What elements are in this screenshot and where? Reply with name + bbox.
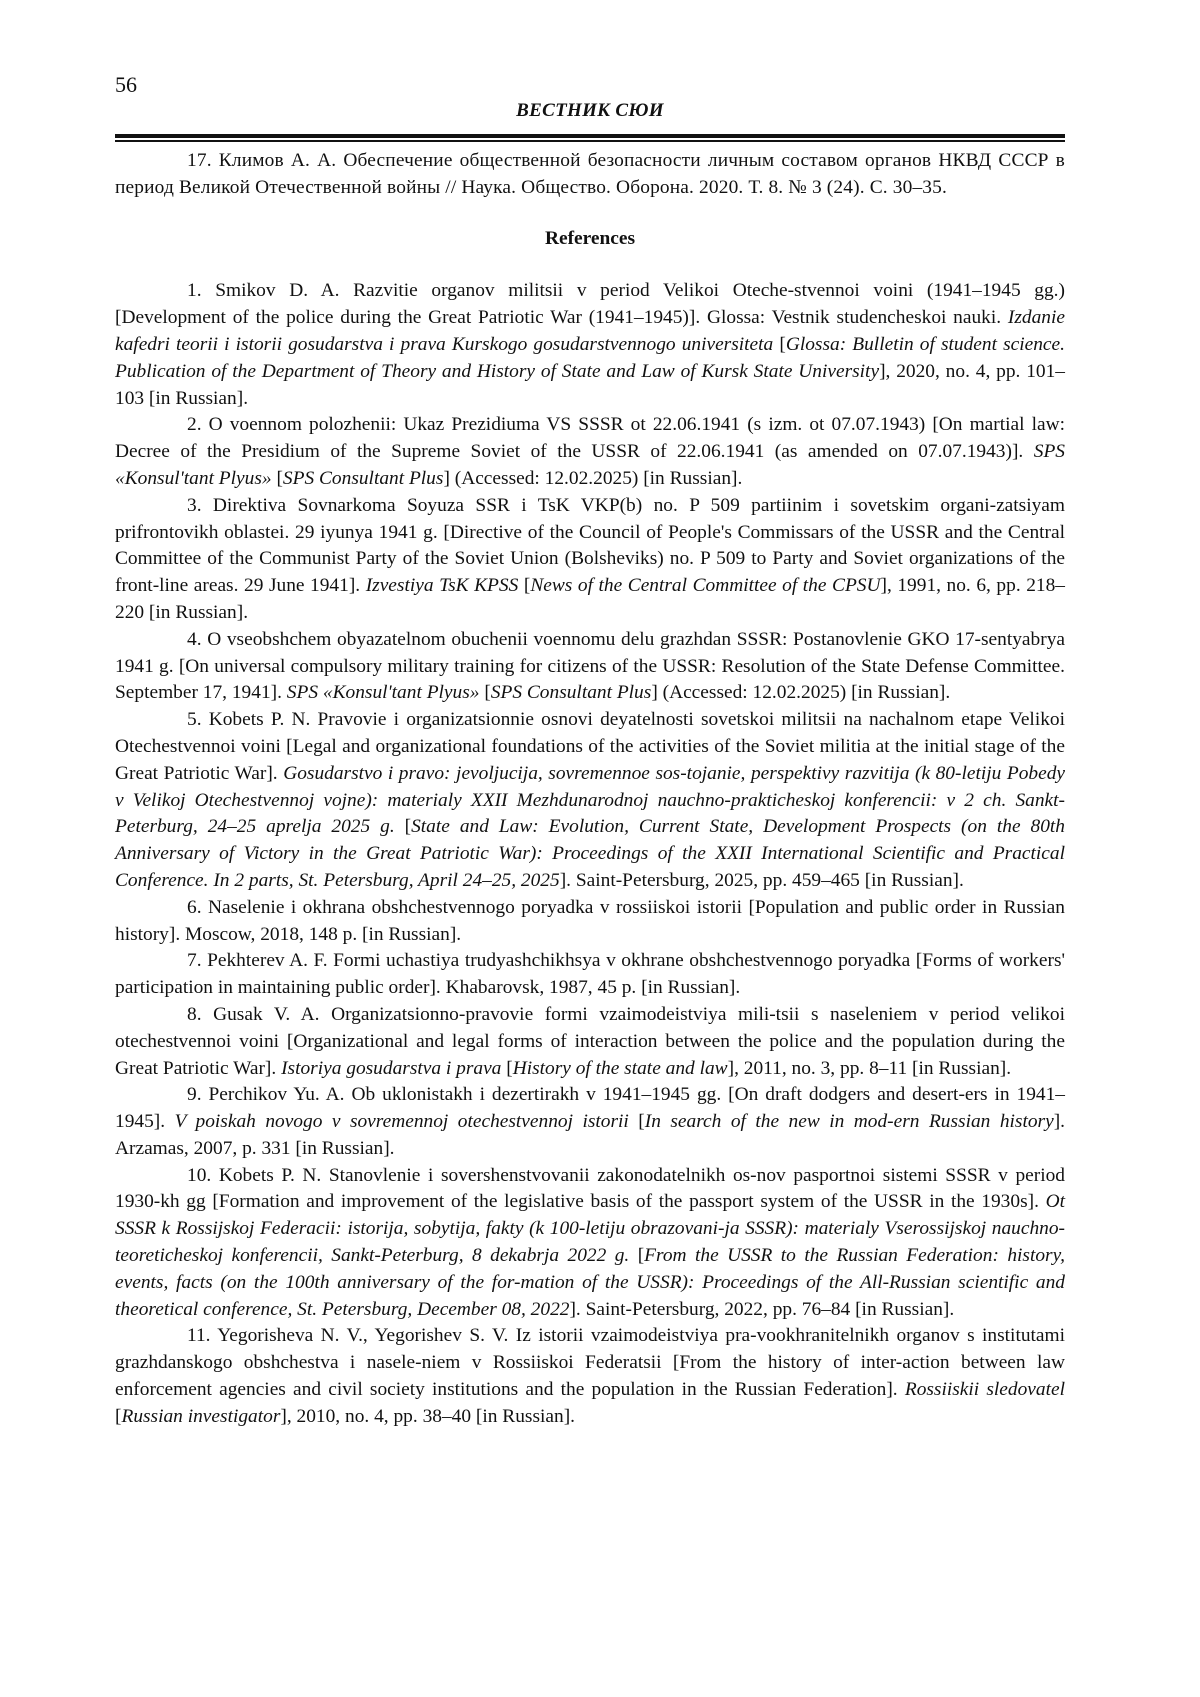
reference-italic-title: Ot SSSR k Rossijskoj Federacii: istorija, sobytija, fakty (k 100-letiju obrazovani-ja SSSR): materialy Vserossijskoj nauchno-teoreticheskoj konferencii, Sankt-Peterburg, 8 dekabrja 2022 g. [115, 1191, 1065, 1266]
reference-text: 4. O vseobshchem obyazatelnom obuchenii voennomu delu grazhdan SSSR: Postanovlenie GKO 17-sentyabrya 1941 g. [On universal compulsory military training for citizens of the USSR: Resolution of the State Defense Committee. September 17, 1941]. [115, 629, 1065, 704]
reference-italic-title: From the USSR to the Russian Federation: history, events, facts (on the 100th anniversary of the for-mation of the USSR): Proceedings of the All-Russian scientific and theoretical conference, St. Petersburg, December 08, 2022 [115, 1245, 1065, 1320]
reference-text: 11. Yegorisheva N. V., Yegorishev S. V. Iz istorii vzaimodeistviya pra-vookhranitelnikh organov s institutami grazhdanskogo obshchestva i nasele-niem v Rossiiskoi Federatsii [From the history of inter-action between law enforcement agencies and civil society institutions and the population in the Russian Federation]. [115, 1325, 1065, 1400]
reference-text: [ [115, 1406, 121, 1427]
reference-item [115, 895, 1065, 949]
reference-item [115, 1082, 1065, 1162]
reference-text: ]. Saint-Petersburg, 2022, pp. 76–84 [in Russian]. [569, 1299, 954, 1320]
page-number: 56 [115, 72, 137, 98]
reference-text: 5. Kobets P. N. Pravovie i organizatsionnie osnovi deyatelnosti sovetskoi militsii na nachalnom etape Velikoi Otechestvennoi voini [Legal and organizational foundations of the activities of the Soviet militia at the initial stage of the Great Patriotic War]. [115, 709, 1065, 784]
reference-italic-title: Russian investigator [121, 1406, 280, 1427]
reference-item [115, 1163, 1065, 1324]
reference-text: [ [501, 1058, 512, 1079]
reference-text: 7. Pekhterev A. F. Formi uchastiya trudyashchikhsya v okhrane obshchestvennogo poryadka [Forms of workers' participation in maintaining public order]. Khabarovsk, 1987, 45 p. [in Russian]. [115, 950, 1065, 998]
reference-italic-title: Gosudarstvo i pravo: jevoljucija, sovremennoe sos-tojanie, perspektivy razvitija (k 80-letiju Pobedy v Velikoj Otechestvennoj vojne): materialy XXII Mezhdunarodnoj nauchno-prakticheskoj konferencii: v 2 ch. Sankt-Peterburg, 24–25 aprelja 2025 g. [115, 763, 1065, 838]
reference-text: ]. Saint-Petersburg, 2025, pp. 459–465 [in Russian]. [560, 870, 964, 891]
reference-italic-title: V poiskah novogo v sovremennoj otechestvennoj istorii [175, 1111, 629, 1132]
reference-item [115, 1002, 1065, 1082]
reference-item [115, 278, 1065, 412]
reference-text: 2. O voennom polozhenii: Ukaz Prezidiuma VS SSSR ot 22.06.1941 (s izm. ot 07.07.1943) [On martial law: Decree of the Presidium of the Supreme Soviet of the USSR of 22.06.1941 (as amended on 07.07.1943)]. [115, 414, 1065, 462]
journal-page [0, 0, 1200, 1697]
reference-text: [ [629, 1111, 645, 1132]
reference-italic-title: In search of the new in mod-ern Russian history [645, 1111, 1054, 1132]
references-list [115, 278, 1065, 1430]
reference-text: ]. Arzamas, 2007, p. 331 [in Russian]. [115, 1111, 1065, 1159]
reference-text: 10. Kobets P. N. Stanovlenie i sovershenstvovanii zakonodatelnikh os-nov pasportnoi sistemi SSSR v period 1930-kh gg [Formation and improvement of the legislative basis of the passport system of the USSR in the 1930s]. [115, 1165, 1065, 1213]
reference-italic-title: History of the state and law [513, 1058, 728, 1079]
reference-italic-title: SPS Consultant Plus [283, 468, 444, 489]
reference-ru-17: 17. Климов А. А. Обеспечение общественной безопасности личным составом органов НКВД СССР в период Великой Отечественной войны // Наука. Общество. Оборона. 2020. Т. 8. № 3 (24). С. 30–35. [115, 148, 1065, 202]
reference-italic-title: Istoriya gosudarstva i prava [281, 1058, 501, 1079]
reference-item [115, 412, 1065, 492]
reference-italic-title: Izvestiya TsK KPSS [366, 575, 519, 596]
reference-italic-title: SPS «Konsul'tant Plyus» [287, 682, 480, 703]
reference-italic-title: SPS Consultant Plus [491, 682, 652, 703]
reference-text: 1. Smikov D. A. Razvitie organov militsii v period Velikoi Oteche-stvennoi voini (1941–1945 gg.) [Development of the police during the Great Patriotic War (1941–1945)]. Glossa: Vestnik studencheskoi nauki. [115, 280, 1065, 328]
reference-text: [ [629, 1245, 644, 1266]
reference-text: ] (Accessed: 12.02.2025) [in Russian]. [651, 682, 950, 703]
reference-text: ], 2011, no. 3, pp. 8–11 [in Russian]. [728, 1058, 1011, 1079]
reference-text: [ [773, 334, 786, 355]
journal-title: ВЕСТНИК СЮИ [115, 100, 1065, 122]
references-heading: References [115, 226, 1065, 253]
reference-italic-title: SPS «Konsul'tant Plyus» [115, 441, 1065, 489]
reference-text: ], 2020, no. 4, pp. 101–103 [in Russian]. [115, 361, 1065, 409]
reference-text: [ [272, 468, 283, 489]
reference-text: 6. Naselenie i okhrana obshchestvennogo poryadka v rossiiskoi istorii [Population and public order in Russian history]. Moscow, 2018, 148 p. [in Russian]. [115, 897, 1065, 945]
header-rule-thick [115, 134, 1065, 138]
reference-italic-title: State and Law: Evolution, Current State, Development Prospects (on the 80th Anniversary of Victory in the Great Patriotic War): Proceedings of the XXII International Scientific and Practical Conference. In 2 parts, St. Petersburg, April 24–25, 2025 [115, 816, 1065, 891]
reference-italic-title: News of the Central Committee of the CPSU [530, 575, 880, 596]
reference-item [115, 493, 1065, 627]
reference-item [115, 948, 1065, 1002]
page-content [115, 148, 1065, 1431]
header-rule-thin [115, 140, 1065, 142]
reference-item [115, 1323, 1065, 1430]
reference-text: ] (Accessed: 12.02.2025) [in Russian]. [443, 468, 742, 489]
reference-italic-title: Izdanie kafedri teorii i istorii gosudarstva i prava Kurskogo gosudarstvennogo universiteta [115, 307, 1065, 355]
reference-italic-title: Glossa: Bulletin of student science. Publication of the Department of Theory and History of State and Law of Kursk State University [115, 334, 1065, 382]
reference-text: [ [395, 816, 411, 837]
reference-text: 8. Gusak V. A. Organizatsionno-pravovie formi vzaimodeistviya mili-tsii s naseleniem v period velikoi otechestvennoi voini [Organizational and legal forms of interaction between the police and the population during the Great Patriotic War]. [115, 1004, 1065, 1079]
reference-text: ], 2010, no. 4, pp. 38–40 [in Russian]. [280, 1406, 575, 1427]
reference-text: ], 1991, no. 6, pp. 218–220 [in Russian]. [115, 575, 1065, 623]
reference-text: 3. Direktiva Sovnarkoma Soyuza SSR i TsK VKP(b) no. P 509 partiinim i sovetskim organi-zatsiyam prifrontovikh oblastei. 29 iyunya 1941 g. [Directive of the Council of People's Commissars of the USSR and the Central Committee of the Communist Party of the Soviet Union (Bolsheviks) no. P 509 to Party and Soviet organizations of the front-line areas. 29 June 1941]. [115, 495, 1065, 596]
reference-italic-title: Rossiiskii sledovatel [905, 1379, 1065, 1400]
reference-text: 9. Perchikov Yu. A. Ob uklonistakh i dezertirakh v 1941–1945 gg. [On draft dodgers and desert-ers in 1941–1945]. [115, 1084, 1065, 1132]
reference-text: [ [518, 575, 530, 596]
reference-text: [ [479, 682, 490, 703]
reference-item [115, 627, 1065, 707]
reference-item [115, 707, 1065, 895]
